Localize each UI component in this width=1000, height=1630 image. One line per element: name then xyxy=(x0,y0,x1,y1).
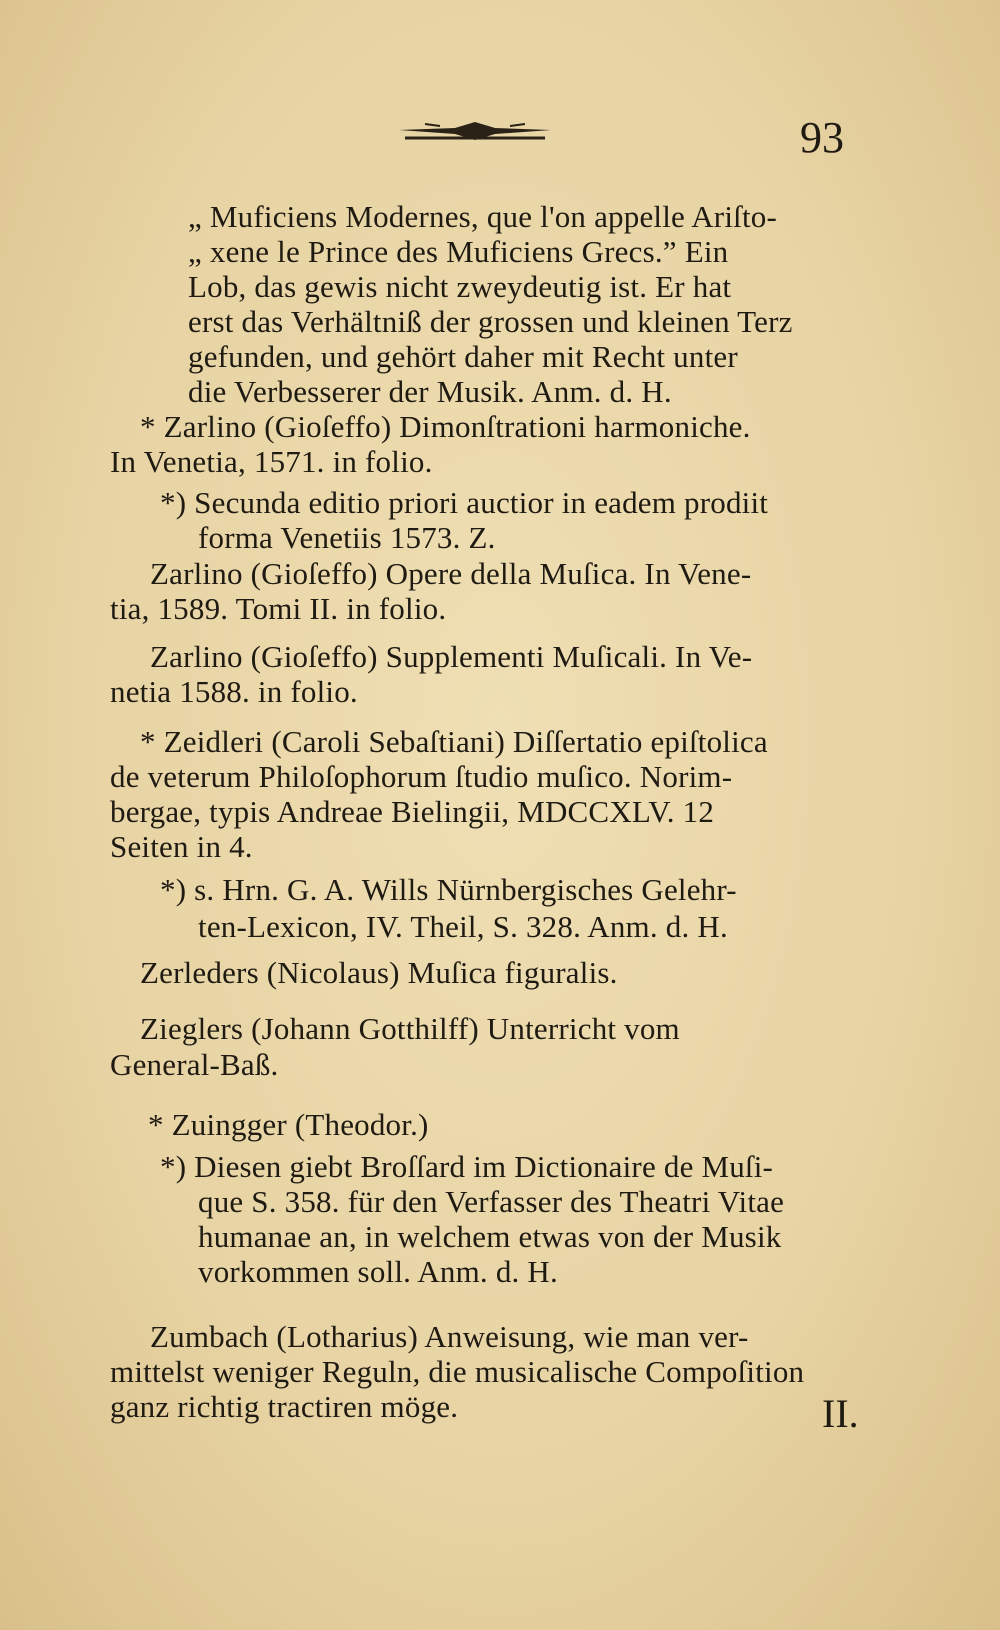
header-ornament xyxy=(395,118,555,144)
text-line: bergae, typis Andreae Bielingii, MDCCXLV. 12 xyxy=(110,794,715,829)
text-line: * Zeidleri (Caroli Sebaſtiani) Diſſertatio epiſtolica xyxy=(140,724,768,759)
text-line: ganz richtig tractiren möge. xyxy=(110,1389,459,1424)
text-line: Zieglers (Johann Gotthilff) Unterricht vom xyxy=(140,1011,680,1046)
text-line: In Venetia, 1571. in folio. xyxy=(110,444,433,479)
text-line: „ Muficiens Modernes, que l'on appelle Ariſto- xyxy=(188,199,777,234)
text-line: vorkommen soll. Anm. d. H. xyxy=(198,1254,558,1289)
text-line: *) Diesen giebt Broſſard im Dictionaire de Muſi- xyxy=(160,1149,774,1184)
text-line: *) s. Hrn. G. A. Wills Nürnbergisches Gelehr- xyxy=(160,872,737,907)
text-line: „ xene le Prince des Muficiens Grecs.” Ein xyxy=(188,234,729,269)
text-line: Zerleders (Nicolaus) Muſica figuralis. xyxy=(140,955,618,990)
text-line: tia, 1589. Tomi II. in folio. xyxy=(110,591,447,626)
text-line: *) Secunda editio priori auctior in eadem prodiit xyxy=(160,485,769,520)
text-line: gefunden, und gehört daher mit Recht unter xyxy=(188,339,738,374)
text-line: erst das Verhältniß der grossen und kleinen Terz xyxy=(188,304,793,339)
text-line: * Zuingger (Theodor.) xyxy=(148,1107,429,1142)
text-line: mittelst weniger Reguln, die musicalische Compoſition xyxy=(110,1354,805,1389)
text-line: de veterum Philoſophorum ſtudio muſico. Norim- xyxy=(110,759,733,794)
text-line: die Verbesserer der Musik. Anm. d. H. xyxy=(188,374,672,409)
text-line: Zarlino (Gioſeffo) Supplementi Muſicali. In Ve- xyxy=(150,639,753,674)
text-line: * Zarlino (Gioſeffo) Dimonſtrationi harmoniche. xyxy=(140,409,751,444)
page-number: 93 xyxy=(800,113,844,162)
text-line: Lob, das gewis nicht zweydeutig ist. Er hat xyxy=(188,269,732,304)
text-line: Zumbach (Lotharius) Anweisung, wie man ver- xyxy=(150,1319,749,1354)
text-line: que S. 358. für den Verfasser des Theatri Vitae xyxy=(198,1184,785,1219)
text-line: ten-Lexicon, IV. Theil, S. 328. Anm. d. H. xyxy=(198,909,728,944)
text-line: humanae an, in welchem etwas von der Musik xyxy=(198,1219,782,1254)
text-line: Seiten in 4. xyxy=(110,829,253,864)
text-line: netia 1588. in folio. xyxy=(110,674,358,709)
text-line: Zarlino (Gioſeffo) Opere della Muſica. In Vene- xyxy=(150,556,752,591)
signature-mark: II. xyxy=(822,1391,859,1436)
text-line: forma Venetiis 1573. Z. xyxy=(198,520,496,555)
text-line: General-Baß. xyxy=(110,1047,279,1082)
